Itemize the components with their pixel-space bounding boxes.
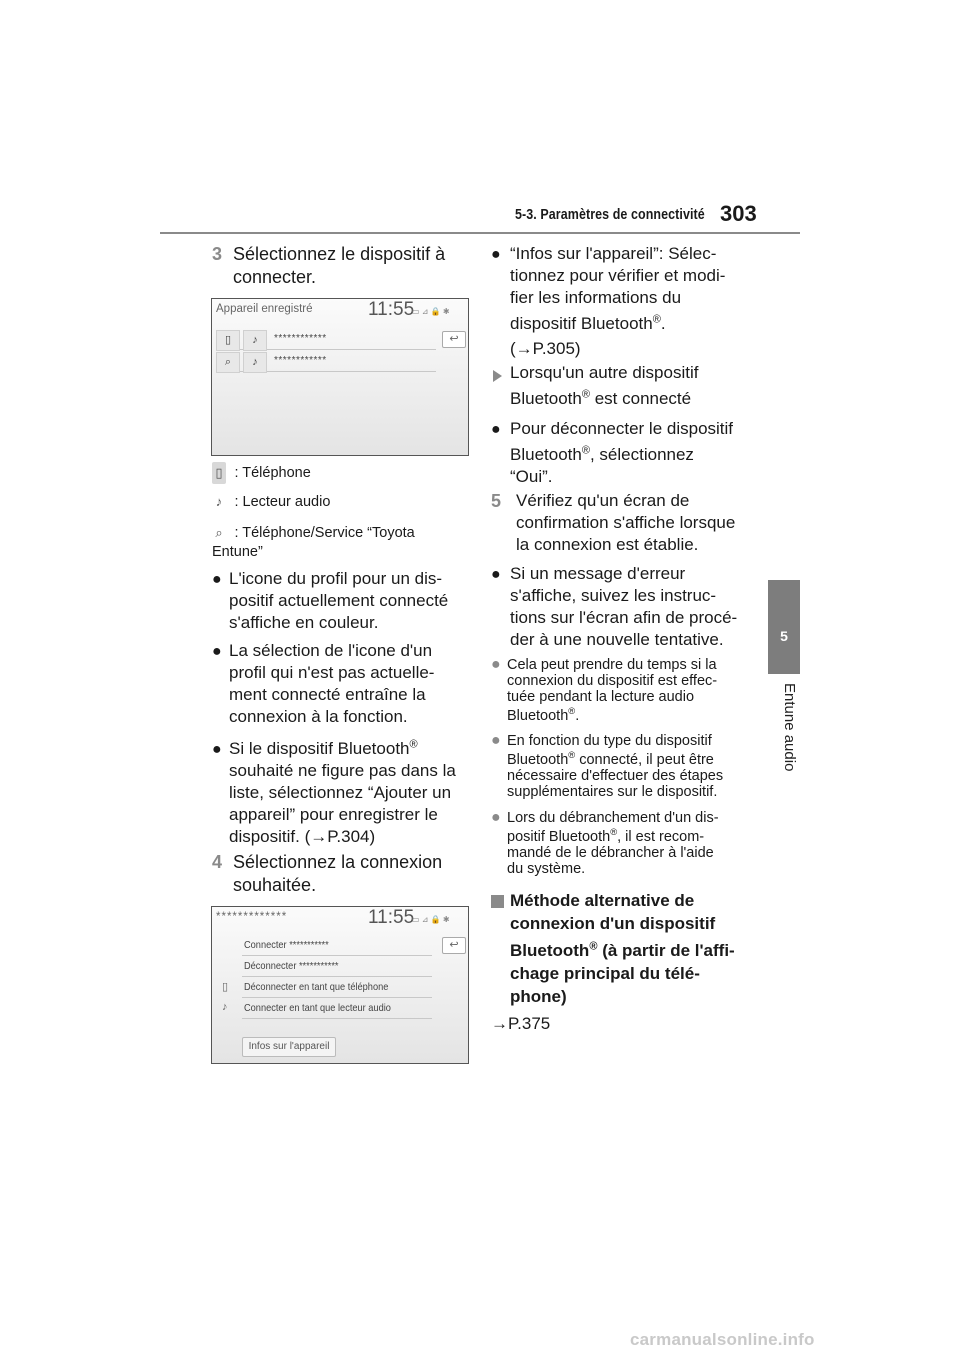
- triangle-icon: [493, 369, 502, 387]
- clock: 11:55: [368, 299, 415, 320]
- line: [229, 738, 469, 760]
- text: connecté, il peut être: [575, 752, 714, 768]
- line: [507, 826, 757, 845]
- line: Vérifiez qu'un écran de: [516, 491, 690, 510]
- phone-icon: ▯: [222, 981, 229, 993]
- registered-mark: ®: [568, 749, 576, 761]
- line: [510, 939, 760, 962]
- registered-mark: ®: [581, 444, 590, 457]
- text: , sélectionnez: [589, 445, 694, 464]
- line: tionnez pour vérifier et modi-: [510, 266, 726, 285]
- connect-item[interactable]: Connecter ***********: [244, 939, 329, 951]
- music-icon[interactable]: ♪: [243, 330, 267, 351]
- text: Bluetooth: [510, 941, 590, 960]
- bullet-dot: ●: [491, 566, 501, 583]
- disconnect-phone-item[interactable]: Déconnecter en tant que téléphone: [244, 981, 389, 993]
- page-ref-link[interactable]: P.375: [508, 1014, 551, 1033]
- text: Si le dispositif Bluetooth: [229, 739, 410, 758]
- registered-mark: ®: [568, 705, 576, 717]
- bullet-dot: ●: [212, 571, 222, 588]
- screen-title: *************: [216, 911, 288, 923]
- music-icon: ♪: [212, 491, 226, 513]
- line: connexion d'un dispositif: [510, 914, 716, 933]
- legend-phone-text: : Téléphone: [234, 465, 311, 482]
- legend-audio: [212, 491, 330, 513]
- text: positif Bluetooth: [507, 829, 611, 845]
- subheading: [510, 889, 760, 1008]
- phone-icon: ▯: [212, 462, 226, 484]
- bullet-1: [212, 568, 222, 591]
- device-info-button[interactable]: Infos sur l'appareil: [242, 1037, 336, 1057]
- bullet-3-text: [229, 738, 469, 848]
- line: positif actuellement connecté: [229, 591, 449, 610]
- text: Bluetooth: [507, 752, 569, 768]
- line: “Oui”.: [510, 467, 553, 486]
- status-icons: ▭ ⊿ 🔒 ✱: [412, 915, 450, 924]
- subheading-square-icon: [491, 895, 504, 913]
- step-4-number: 4: [212, 852, 223, 872]
- text: .: [575, 708, 580, 724]
- registered-device-screen: [211, 298, 469, 456]
- disconnect-item[interactable]: Déconnecter ***********: [244, 960, 339, 972]
- right-bullet-2-text: [510, 418, 750, 488]
- right-bullet-3-text: [510, 563, 750, 651]
- chapter-tab: [768, 580, 800, 674]
- text: dispositif. (: [229, 827, 311, 846]
- line: En fonction du type du dispositif: [507, 733, 712, 749]
- connection-menu-screen: [211, 906, 469, 1064]
- back-button[interactable]: ↩: [442, 331, 466, 348]
- right-bullet-1: [491, 243, 501, 266]
- registered-mark: ®: [409, 738, 418, 751]
- step-5-number: 5: [491, 491, 502, 511]
- line: “Infos sur l'appareil”: Sélec-: [510, 244, 717, 263]
- divider: [242, 976, 432, 977]
- step-3: [212, 243, 445, 265]
- line: phone): [510, 987, 567, 1006]
- chapter-label: Entune audio: [781, 683, 798, 772]
- legend-service-text: : Téléphone/Service “Toyota: [234, 525, 415, 542]
- page-number: 303: [720, 201, 757, 226]
- back-button[interactable]: ↩: [442, 937, 466, 954]
- line: liste, sélectionnez “Ajouter un: [229, 783, 452, 802]
- section-title: 5-3. Paramètres de connectivité: [515, 207, 705, 223]
- device-name: ************: [274, 333, 327, 344]
- line: appareil” pour enregistrer le: [229, 805, 438, 824]
- status-icons: ▭ ⊿ 🔒 ✱: [412, 307, 450, 316]
- line: Si un message d'erreur: [510, 564, 686, 583]
- note-dot: ●: [491, 732, 501, 749]
- line: connexion à la fonction.: [229, 707, 408, 726]
- line: Pour déconnecter le dispositif: [510, 419, 734, 438]
- right-bullet-2: [491, 418, 501, 441]
- bullet-dot: ●: [212, 741, 222, 758]
- device-name: ************: [274, 355, 327, 366]
- line: chage principal du télé-: [510, 964, 700, 983]
- divider: [242, 955, 432, 956]
- phone-service-icon[interactable]: ⌕: [216, 352, 240, 373]
- divider: [242, 997, 432, 998]
- connect-audio-item[interactable]: Connecter en tant que lecteur audio: [244, 1002, 391, 1014]
- bullet-2-text: [229, 640, 469, 728]
- screen-title: Appareil enregistré: [216, 303, 313, 315]
- note-1: [507, 657, 757, 724]
- bullet-2: [212, 640, 222, 663]
- step-4-text-1: Sélectionnez la connexion: [233, 852, 443, 872]
- note-2: [507, 733, 757, 800]
- page-ref-link[interactable]: P.304): [327, 827, 376, 846]
- arrow-icon: →: [515, 339, 533, 358]
- page-ref: [491, 1013, 550, 1035]
- chapter-number: 5: [780, 628, 788, 644]
- line: der à une nouvelle tentative.: [510, 630, 724, 649]
- line: s'affiche en couleur.: [229, 613, 379, 632]
- line: la connexion est établie.: [516, 535, 699, 554]
- line: du système.: [507, 861, 586, 877]
- bullet-3: [212, 738, 222, 761]
- line: Méthode alternative de: [510, 891, 695, 910]
- line: L'icone du profil pour un dis-: [229, 569, 443, 588]
- line: [510, 338, 750, 360]
- text: est connecté: [589, 389, 692, 408]
- line: [510, 388, 750, 410]
- triangle-item-text: [510, 362, 750, 410]
- text: dispositif Bluetooth: [510, 314, 653, 333]
- line: ment connecté entraîne la: [229, 685, 426, 704]
- line: [507, 705, 757, 724]
- line: tuée pendant la lecture audio: [507, 689, 695, 705]
- registered-mark: ®: [589, 940, 598, 953]
- line: fier les informations du: [510, 288, 682, 307]
- bullet-dot: ●: [491, 246, 501, 263]
- device-row-2[interactable]: [216, 352, 436, 372]
- step-3-text-1: Sélectionnez le dispositif à: [233, 244, 446, 264]
- line: Lorsqu'un autre dispositif: [510, 363, 699, 382]
- arrow-icon: →: [491, 1014, 508, 1033]
- legend-service-text-2: Entune”: [212, 544, 263, 560]
- legend-service: [212, 522, 415, 544]
- line: tions sur l'écran afin de procé-: [510, 608, 738, 627]
- bullet-dot: ●: [212, 643, 222, 660]
- music-icon[interactable]: ♪: [243, 352, 267, 373]
- text: Bluetooth: [510, 389, 582, 408]
- device-row-1[interactable]: [216, 330, 436, 350]
- registered-mark: ®: [581, 388, 590, 401]
- line: [507, 749, 757, 768]
- bullet-dot: ●: [491, 421, 501, 438]
- right-bullet-3: [491, 563, 501, 586]
- note-3: [507, 810, 757, 877]
- step-3-number: 3: [212, 244, 223, 264]
- phone-icon[interactable]: ▯: [216, 330, 240, 351]
- line: [510, 313, 750, 335]
- text: (: [510, 339, 516, 358]
- line: La sélection de l'icone d'un: [229, 641, 433, 660]
- line: supplémentaires sur le dispositif.: [507, 784, 718, 800]
- text: Bluetooth: [507, 708, 569, 724]
- page-ref-link[interactable]: P.305): [532, 339, 581, 358]
- watermark: carmanualsonline.info: [630, 1330, 815, 1349]
- line: Cela peut prendre du temps si la: [507, 657, 717, 673]
- legend-phone: [212, 462, 311, 484]
- step-4: [212, 851, 442, 873]
- text: .: [660, 314, 666, 333]
- step-4-text-2: souhaitée.: [233, 875, 317, 895]
- registered-mark: ®: [610, 826, 618, 838]
- line: connexion du dispositif est effec-: [507, 673, 718, 689]
- text: (à partir de l'affi-: [597, 941, 735, 960]
- text: , il est recom-: [617, 829, 705, 845]
- arrow-icon: →: [310, 827, 328, 846]
- line: mandé de le débrancher à l'aide: [507, 845, 714, 861]
- line: [510, 444, 750, 466]
- line: souhaité ne figure pas dans la: [229, 761, 456, 780]
- divider: [242, 1018, 432, 1019]
- step-5-text: [516, 490, 756, 556]
- line: confirmation s'affiche lorsque: [516, 513, 736, 532]
- line: nécessaire d'effectuer des étapes: [507, 768, 724, 784]
- legend-audio-text: : Lecteur audio: [234, 494, 331, 511]
- note-dot: ●: [491, 656, 501, 673]
- header-rule: [160, 232, 800, 234]
- step-3-text-2: connecter.: [233, 267, 317, 287]
- line: Lors du débranchement d'un dis-: [507, 810, 719, 826]
- phone-service-icon: ⌕: [212, 522, 226, 544]
- bullet-1-text: [229, 568, 469, 634]
- line: profil qui n'est pas actuelle-: [229, 663, 435, 682]
- clock: 11:55: [368, 907, 415, 928]
- registered-mark: ®: [652, 313, 661, 326]
- right-bullet-1-text: [510, 243, 750, 360]
- line: s'affiche, suivez les instruc-: [510, 586, 717, 605]
- text: Bluetooth: [510, 445, 582, 464]
- music-icon: ♪: [222, 1001, 228, 1013]
- step-5: [491, 490, 501, 512]
- note-dot: ●: [491, 809, 501, 826]
- line: [229, 826, 469, 848]
